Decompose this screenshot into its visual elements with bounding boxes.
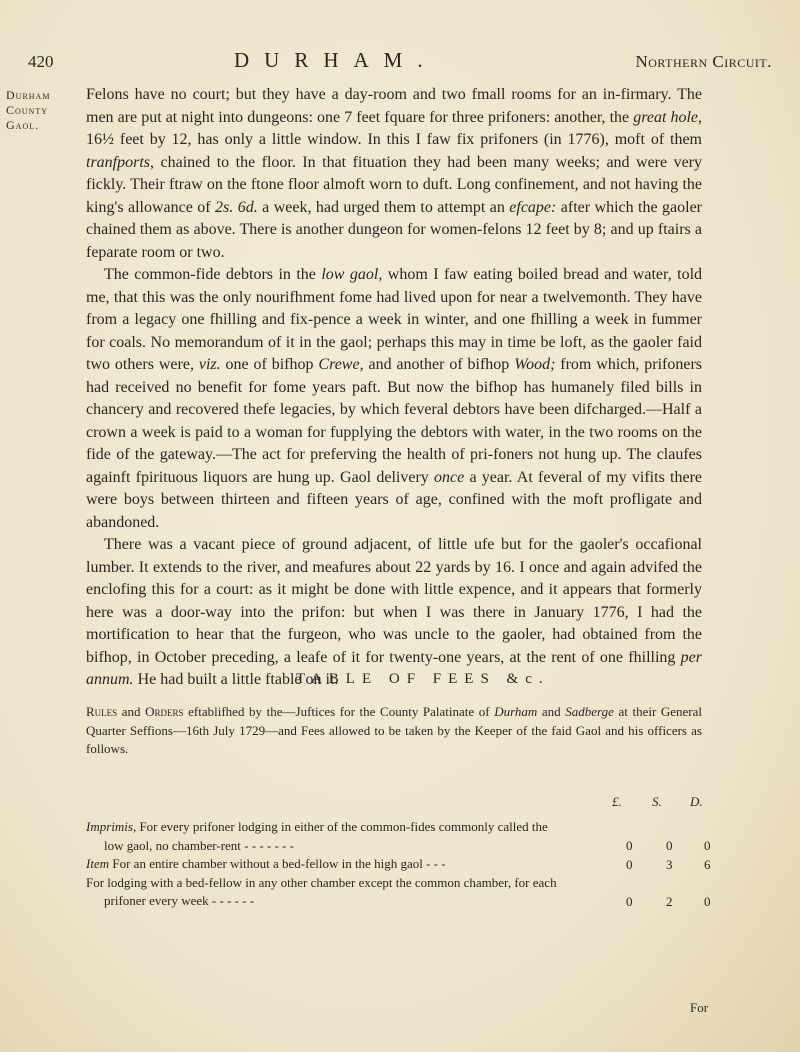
pence-header: D. xyxy=(690,794,703,809)
paragraph-debtors: The common-fide debtors in the low gaol, whom I faw eating boiled bread and water, told me, that this was the only nourifhment fome had lived upon for near a twelvemonth. They have from a legacy one fhilling and fix-pence a week in winter, and one fhilling a week in fummer for coals. No memorandum of it in the gaol; perhaps this may in time be loft, as the gaoler faid two others were, viz. one of bifhop Crewe, and another of bifhop Wood; from which, prifoners had received no benefit for fome years paft. But now the bifhop has humanely filed bills in chancery and recovered thefe legacies, by which feveral debtors have been difcharged.—Half a crown a week is paid to a woman for fupplying the debtors with water, in the two rooms on the fide of the gateway.—The act for preferving the health of pri-foners not hung up. The claufes againft fpirituous liquors are hung up. Gaol delivery once a year. At feveral of my vifits there were boys between thirteen and fifteen years of age, confined with the moft profligate and abandoned. xyxy=(86,266,703,531)
margin-note-line: Durham xyxy=(6,88,51,102)
margin-note xyxy=(6,88,76,133)
fee-row: Imprimis, For every prifoner lodging in either of the common-fides commonly called the low gaol, no chamber-rent - - - - - - - 0 0 0 xyxy=(86,818,726,855)
fee-pence: 0 xyxy=(704,838,711,853)
table-of-fees-title: TABLE OF FEES &c. xyxy=(296,671,550,687)
page-number: 420 xyxy=(28,52,54,71)
circuit-heading: Northern Circuit. xyxy=(635,52,772,71)
catchword: For xyxy=(690,1000,709,1015)
fee-shillings: 0 xyxy=(666,838,673,853)
body-text xyxy=(86,84,702,692)
fee-pounds: 0 xyxy=(626,893,633,909)
fee-pence: 6 xyxy=(704,856,711,872)
fee-shillings: 2 xyxy=(666,893,673,909)
fee-row: For lodging with a bed-fellow in any other chamber except the common chamber, for each prifoner every week - - - - - - 0 2 0 xyxy=(86,874,726,911)
fee-pounds: 0 xyxy=(626,838,633,853)
paragraph-felons: Felons have no court; but they have a day-room and two fmall rooms for an in-firmary. The men are put at night into dungeons: one 7 feet fquare for three prifoners: another, the great hole, 16½ feet by 12, has only a little window. In this I faw fix prifoners (in 1776), moft of them tranfports, chained to the floor. In that fituation they had been many weeks; and were very fickly. Their ftraw on the ftone floor almoft worn to duft. Long confinement, and not having the king's allowance of 2s. 6d. a week, had urged them to attempt an efcape: after which the gaoler chained them as above. There is another dungeon for women-felons 12 feet by 8; and up ftairs a feparate room or two. xyxy=(86,86,703,261)
page-title: DURHAM. xyxy=(234,48,438,72)
fee-pence: 0 xyxy=(704,893,711,909)
margin-note-line: Gaol. xyxy=(6,118,40,132)
margin-note-line: County xyxy=(6,103,48,117)
shillings-header: S. xyxy=(652,794,662,809)
fee-row: Item For an entire chamber without a bed-fellow in the high gaol - - - 0 3 6 xyxy=(86,855,726,874)
fee-pounds: 0 xyxy=(626,856,633,872)
paragraph-ground: There was a vacant piece of ground adjacent, of little ufe but for the gaoler's occafional lumber. It extends to the river, and meafures about 22 yards by 16. I once and again advifed the enclofing this for a court: as it might be done with little expence, and it appears that formerly here was a door-way into the prifon: but when I was there in January 1776, I had the mortification to hear that the furgeon, who was uncle to the gaoler, had obtained from the bifhop, in October preceding, a leafe of it for twenty-one years, at the rent of one fhilling per annum. He had built a little ftable on it. xyxy=(86,536,702,688)
running-header xyxy=(28,48,772,78)
fee-shillings: 3 xyxy=(666,856,673,872)
pounds-header: £. xyxy=(612,794,622,809)
fees-list xyxy=(86,818,726,911)
rules-intro: Rules and Orders eftablifhed by the—Juftices for the County Palatinate of Durham and Sadberge at their General Quarter Seffions—16th July 1729—and Fees allowed to be taken by the Keeper of the faid Gaol and his officers as follows. xyxy=(86,704,703,756)
